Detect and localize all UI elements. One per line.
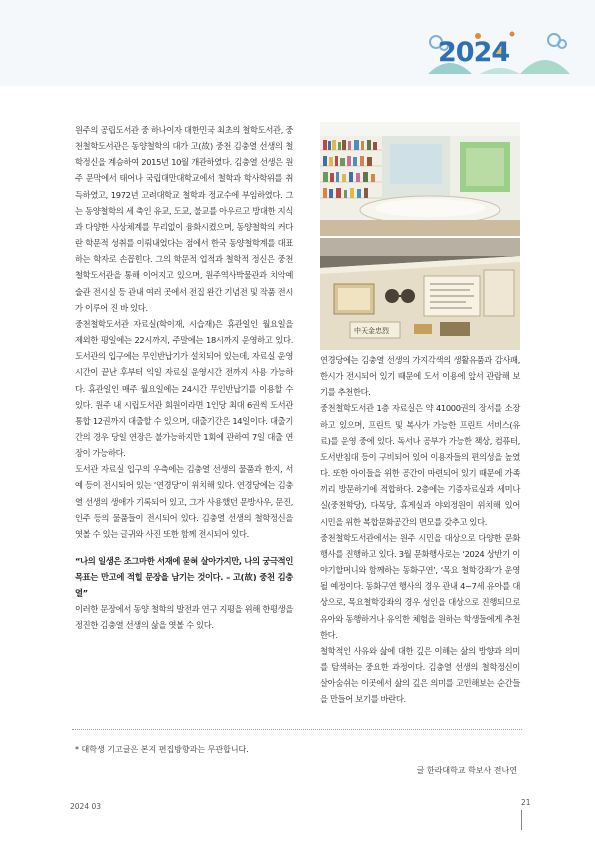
- right-paragraph-2: 중천철학도서관 1층 자료실은 약 41000권의 장서를 소장하고 있으며, 프린트 및 복사가 가능한 프린트 서비스(유료)를 운영 중에 있다. 독서나 공부가 가능한 책상, 컴퓨터, 도서반침대 등이 구비되어 있어 이용자들의 편의성을 높였다. 또한 아이들을 위한 공간이 마련되어 있기 때문에 가족끼리 방문하기에 적합하다. 2층에는 기증자료실과 세미나실(중천학당), 다목당, 휴게실과 야외정원이 위치해 있어 시민을 위한 복합문화공간의 면모를 갖추고 있다.: [320, 403, 520, 527]
- page-number-rule: [521, 810, 522, 830]
- library-interior-photo: [320, 122, 520, 236]
- left-paragraph-3: 도서관 자료실 입구의 우측에는 김충열 선생의 물품과 한지, 서예 등이 전시되어 있는 ‘연경당’이 위치해 있다. 연경당에는 김충열 선생의 생애가 기록되어 있고, 그가 사용했던 문방사우, 문진, 인주 등의 물품들이 전시되어 있다. 김충열 선생의 철학정신을 엿볼 수 있는 글귀와 사진 또한 함께 전시되어 있다.: [75, 464, 293, 539]
- right-paragraph-1: 연경당에는 김충열 선생의 가지각색의 생활유품과 감사패, 한시가 전시되어 있기 때문에 도서 이용에 앞서 관람해 보기를 추천한다.: [320, 355, 520, 398]
- right-column: [320, 352, 520, 707]
- logo-year: 2024: [438, 37, 510, 68]
- exhibition-case-photo: [320, 238, 520, 350]
- author-credit: 글 한라대학교 학보사 전나연: [416, 766, 517, 775]
- pull-quote: “나의 일생은 조그마한 서재에 묻혀 살아가지만, 나의 궁극적인 목표는 만고에 적힐 문장을 남기는 것이다. – 고(故) 중천 김충열”: [75, 556, 293, 599]
- right-paragraph-3: 중천철학도서관에서는 원주 시민을 대상으로 다양한 문화행사를 진행하고 있다. 3월 문화행사로는 ‘2024 상반기 이야기할머니와 함께하는 동화구연’, ‘목요 철학강좌’가 운영될 예정이다. 동화구연 행사의 경우 관내 4~7세 유아를 대상으로, 목요철학강좌의 경우 성인을 대상으로 진행되므로 유아와 동행하거나 유익한 체험을 원하는 학생들에게 추천한다.: [320, 532, 520, 640]
- page-number: 21: [521, 798, 531, 807]
- footnote: * 대학생 기고글은 본지 편집방향과는 무관합니다.: [75, 745, 249, 754]
- left-paragraph-2: 중천철학도서관 자료실(학이재, 시습재)은 휴관일인 월요일을 제외한 평일에는 22시까지, 주말에는 18시까지 운영하고 있다. 도서관의 입구에는 무인반납기가 설치되어 있는데, 자료실 운영시간이 끝난 후부터 익일 자료실 운영시간 전까지 사용 가능하다. 휴관일인 매주 월요일에는 24시간 무인반납기를 이용할 수 있다. 원주 내 시립도서관 회원이라면 1인당 최대 6권씩 도서관 통합 12권까지 대출할 수 있으며, 대출기간은 14일이다. 대출기간의 경우 당일 연장은 불가능하지만 1회에 관하여 7일 대출 연장이 가능하다.: [75, 318, 293, 459]
- issue-label: 2024 03: [70, 802, 102, 811]
- footnote-divider: [72, 729, 522, 730]
- right-paragraph-4: 철학적인 사유와 삶에 대한 깊은 이해는 삶의 방향과 의미를 탐색하는 중요한 과정이다. 김충열 선생의 철학정신이 살아숨쉬는 이곳에서 삶의 깊은 의미를 고민해보는 순간들을 만들어 보기를 바란다.: [320, 645, 520, 705]
- left-paragraph-1: 원주의 공립도서관 중 하나이자 대한민국 최초의 철학도서관, 중천철학도서관은 동양철학의 대가 고(故) 중천 김충열 선생의 철학정신을 계승하여 2015년 10월 개관하였다. 김충열 선생은 원주 문막에서 태어나 국립대만대학교에서 철학과 학사학위를 취득하였고, 1972년 고려대학교 철학과 정교수에 부임하였다. 그는 동양철학의 세 축인 유교, 도교, 불교를 아우르고 방대한 지식과 다양한 사상체계를 무리없이 융화시켰으며, 동양철학의 커다란 학문적 성취를 이뤄내었다는 점에서 한국 동양철학계를 대표하는 학자로 손꼽힌다. 그의 학문적 업적과 철학적 정신은 중천철학도서관을 통해 이어지고 있으며, 원주역사박물관과 치악예술관 전시실 등 관내 여러 곳에서 전집 완간 기념전 및 작품 전시가 이루어 진 바 있다.: [75, 125, 293, 313]
- left-column: [75, 122, 293, 633]
- left-paragraph-4: 이러한 문장에서 동양 철학의 발전과 연구 지평을 위해 한평생을 정진한 김충열 선생의 삶을 엿볼 수 있다.: [75, 604, 293, 631]
- calligraphy-text: 中天金忠烈: [354, 327, 389, 335]
